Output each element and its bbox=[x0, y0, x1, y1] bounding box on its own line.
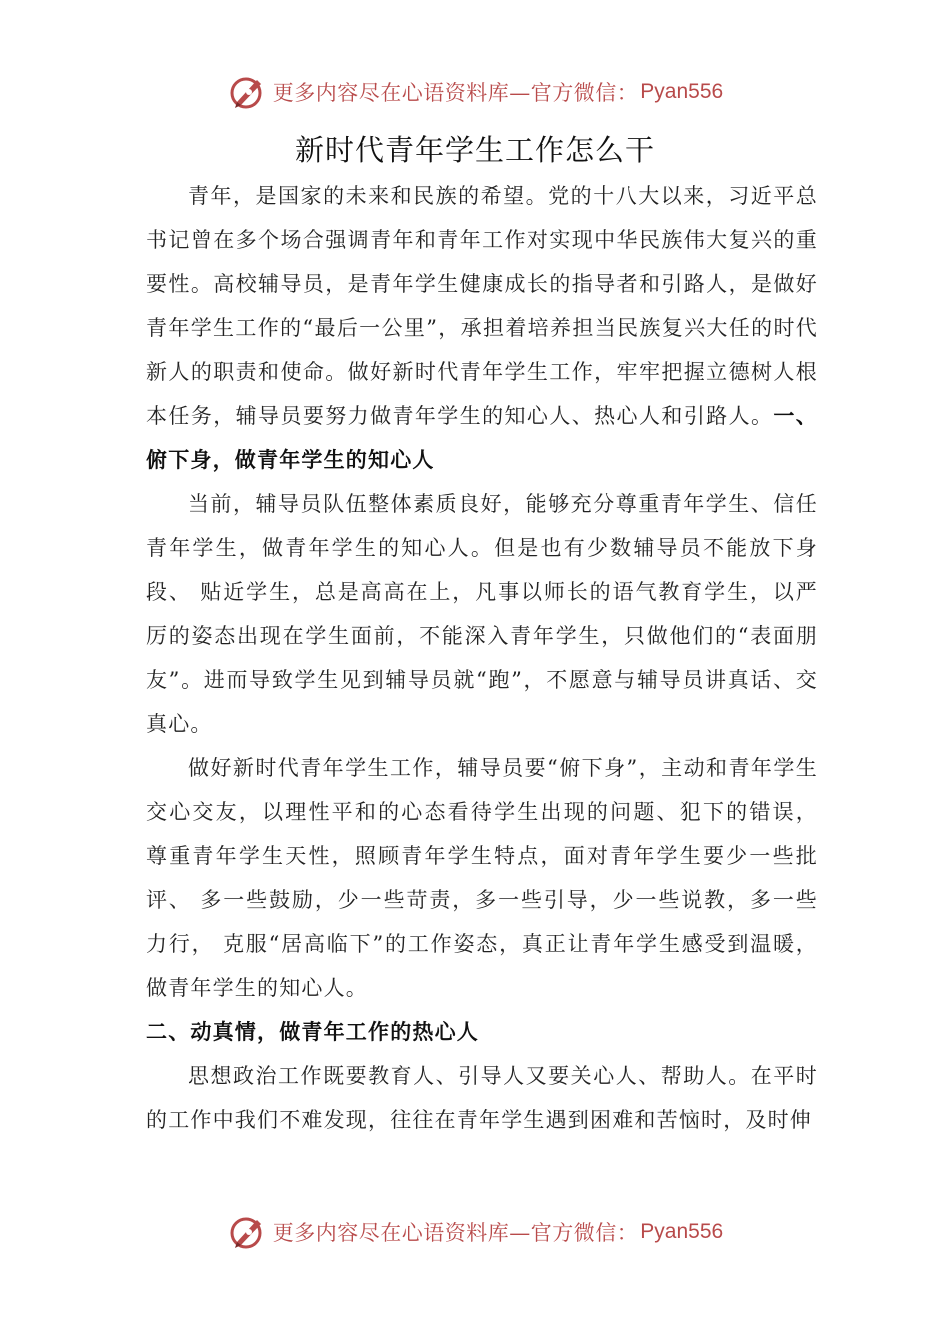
header-banner bbox=[0, 70, 950, 114]
banner-text: 更多内容尽在心语资料库—官方微信： bbox=[272, 1221, 639, 1245]
document-title: 新时代青年学生工作怎么干 bbox=[294, 133, 655, 167]
paragraph-3: 做好新时代青年学生工作，辅导员要“俯下身”，主动和青年学生交心交友，以理性平和的心态看待学生出现的问题、犯下的错误， 尊重青年学生天性，照顾青年学生特点，面对青年学生要少一些批评、 多一些鼓励，少一些苛责，多一些引导，少一些说教，多一些力行， 克服“居高临下”的工作姿态，真正让青年学生感受到温暖，做青年学生的知心人。 bbox=[146, 756, 818, 1000]
paragraph-intro-text: 青年，是国家的未来和民族的希望。党的十八大以来，习近平总书记曾在多个场合强调青年和青年工作对实现中华民族伟大复兴的重要性。高校辅导员，是青年学生健康成长的指导者和引路人，是做好青年学生工作的“最后一公里”，承担着培养担当民族复兴大任的时代新人的职责和使命。做好新时代青年学生工作，牢牢把握立德树人根本任务，辅导员要努力做青年学生的知心人、热心人和引路人。 bbox=[146, 184, 818, 428]
paragraph-intro bbox=[146, 174, 818, 482]
banner-wechat-id: Pyan556 bbox=[640, 1220, 724, 1243]
banner-text: 更多内容尽在心语资料库—官方微信： bbox=[272, 81, 639, 105]
footer-banner bbox=[0, 1210, 950, 1254]
heading-section-1: 一、俯下身，做青年学生的知心人 bbox=[146, 403, 818, 472]
paragraph-4: 思想政治工作既要教育人、引导人又要关心人、帮助人。在平时的工作中我们不难发现，往往在青年学生遇到困难和苦恼时，及时伸 bbox=[146, 1064, 818, 1132]
paragraph-2: 当前，辅导员队伍整体素质良好，能够充分尊重青年学生、信任青年学生，做青年学生的知心人。但是也有少数辅导员不能放下身段、 贴近学生，总是高高在上，凡事以师长的语气教育学生，以严厉的姿态出现在学生面前，不能深入青年学生，只做他们的“表面朋友”。进而导致学生见到辅导员就“跑”，不愿意与辅导员讲真话、交真心。 bbox=[146, 492, 818, 736]
heading-section-2: 二、动真情，做青年工作的热心人 bbox=[146, 1019, 479, 1044]
document-body bbox=[146, 174, 818, 1142]
pen-logo-icon bbox=[227, 72, 267, 112]
banner-wechat-id: Pyan556 bbox=[640, 80, 724, 103]
pen-logo-icon bbox=[227, 1212, 267, 1252]
